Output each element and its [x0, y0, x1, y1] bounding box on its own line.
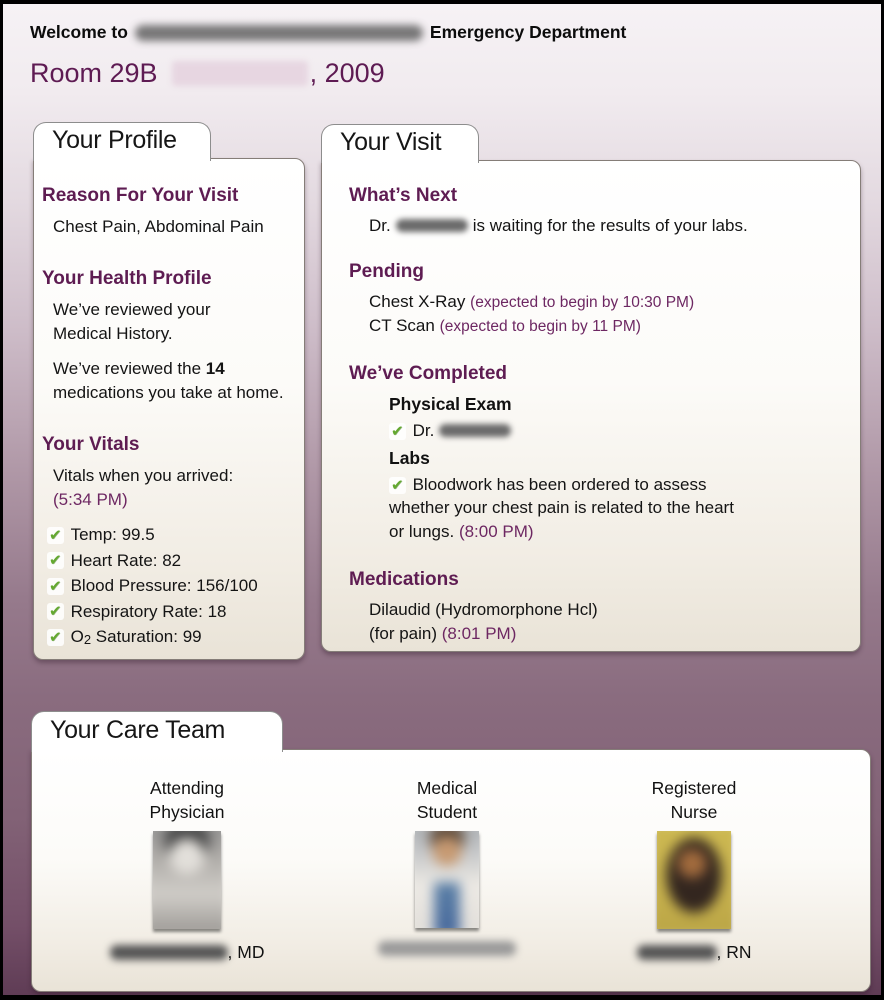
care-member-name: , MD	[77, 942, 297, 963]
medication-detail: (for pain) (8:01 PM)	[369, 623, 517, 643]
pending-heading: Pending	[349, 261, 424, 283]
labs-time: (8:00 PM)	[458, 521, 534, 541]
visit-panel-title: Your Visit	[340, 127, 442, 156]
care-member-photo	[415, 831, 479, 928]
whats-next-text: Dr. is waiting for the results of your labs.	[369, 216, 748, 235]
check-icon: ✔	[49, 551, 62, 570]
care-member-name	[337, 941, 557, 956]
health-line1: We’ve reviewed your Medical History.	[53, 300, 211, 343]
redacted-hospital-name	[135, 25, 423, 41]
care-member-role: Attending Physician	[149, 778, 225, 822]
redacted-person-name	[378, 941, 516, 956]
care-team-panel-tab	[31, 711, 283, 752]
vital-row-temp: ✔ Temp: 99.5	[49, 525, 155, 545]
redacted-portrait	[153, 831, 221, 929]
medication-count: 14	[205, 359, 225, 379]
care-member-photo	[657, 831, 731, 929]
redacted-portrait	[415, 831, 479, 928]
vital-row-blood-pressure: ✔ Blood Pressure: 156/100	[49, 576, 258, 596]
year-label: , 2009	[309, 58, 385, 88]
vitals-intro: Vitals when you arrived:	[53, 466, 234, 486]
care-member-role: Registered Nurse	[651, 778, 737, 822]
welcome-prefix: Welcome to	[30, 22, 128, 42]
whats-next-heading: What’s Next	[349, 185, 458, 206]
check-icon: ✔	[391, 475, 404, 494]
welcome-banner	[30, 22, 626, 43]
medications-heading: Medications	[349, 569, 459, 591]
care-team-panel-title: Your Care Team	[50, 715, 226, 744]
pending-item-ct-scan: CT Scan (expected to begin by 11 PM)	[369, 315, 641, 335]
vitals-list	[47, 525, 296, 647]
care-member-nurse	[584, 777, 804, 963]
care-member-name: , RN	[584, 942, 804, 963]
vital-row-heart-rate: ✔ Heart Rate: 82	[49, 550, 182, 570]
labs-row: ✔ Bloodwork has been ordered to assess whether your chest pain is related to the heart or lungs. (8:00 PM)	[389, 474, 734, 541]
vital-row-o2-saturation: ✔ O2 Saturation: 99	[49, 627, 202, 648]
visit-panel-tab	[321, 124, 479, 163]
health-profile-heading: Your Health Profile	[42, 268, 212, 290]
reason-heading: Reason For Your Visit	[42, 185, 239, 206]
visit-panel-body	[321, 160, 861, 652]
check-icon: ✔	[49, 602, 62, 621]
care-member-student	[337, 777, 557, 956]
redacted-doctor-name	[396, 219, 468, 232]
labs-label: Labs	[389, 447, 430, 468]
pending-item-chest-xray: Chest X-Ray (expected to begin by 10:30 PM)	[369, 292, 695, 312]
physical-exam-row: ✔ Dr.	[389, 419, 840, 442]
completed-heading: We’ve Completed	[349, 363, 508, 385]
redacted-person-name	[110, 945, 228, 960]
welcome-suffix: Emergency Department	[429, 22, 627, 42]
redacted-doctor-name	[439, 424, 511, 437]
redacted-portrait	[657, 831, 731, 929]
room-date-line	[30, 58, 385, 89]
vitals-heading: Your Vitals	[42, 434, 140, 456]
physical-exam-label: Physical Exam	[389, 394, 512, 415]
check-icon: ✔	[49, 627, 62, 646]
care-member-role: Medical Student	[416, 778, 478, 822]
pending-note: (expected to begin by 10:30 PM)	[470, 294, 695, 312]
care-member-photo	[153, 831, 221, 929]
profile-panel-tab	[33, 122, 211, 161]
reason-text: Chest Pain, Abdominal Pain	[53, 217, 264, 236]
health-line2: We’ve reviewed the 14 medications you take at home.	[53, 359, 284, 402]
care-team-panel-body	[31, 749, 871, 992]
redacted-date	[172, 61, 308, 86]
redacted-person-name	[637, 945, 717, 960]
vital-row-respiratory-rate: ✔ Respiratory Rate: 18	[49, 601, 227, 621]
pending-note: (expected to begin by 11 PM)	[439, 317, 641, 335]
vitals-time: (5:34 PM)	[53, 489, 128, 509]
check-icon: ✔	[49, 525, 62, 544]
check-icon: ✔	[49, 576, 62, 595]
check-icon: ✔	[391, 422, 404, 441]
medication-name: Dilaudid (Hydromorphone Hcl)	[369, 600, 598, 620]
care-member-attending	[77, 777, 297, 963]
room-number: Room 29B	[30, 58, 158, 88]
medication-time: (8:01 PM)	[441, 623, 517, 643]
profile-panel-title: Your Profile	[52, 125, 177, 154]
profile-panel-body	[33, 158, 305, 660]
